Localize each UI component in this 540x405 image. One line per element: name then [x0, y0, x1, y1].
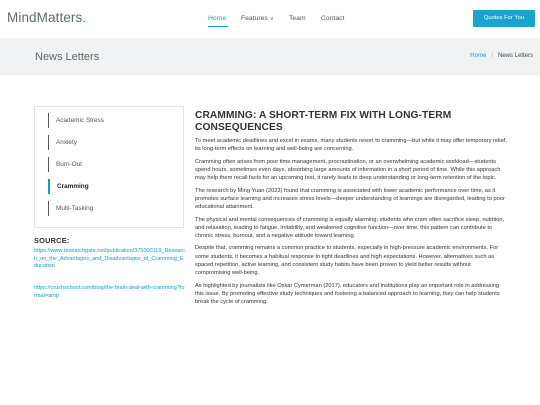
- page-title: News Letters: [35, 51, 100, 63]
- logo-text: MindMatters: [7, 10, 83, 25]
- main-nav: [0, 15, 540, 27]
- source-link-researchgate[interactable]: https://www.researchgate.net/publication/375000119_Research_on_the_Advantages_and_Disadvantages_of_Cramming_Education: [34, 248, 185, 270]
- breadcrumb-current: News Letters: [497, 53, 533, 59]
- nav-features-label: Features: [241, 15, 268, 22]
- nav-active-underline: [208, 26, 228, 27]
- sidebar-item-academic-stress[interactable]: Academic Stress: [48, 113, 104, 128]
- top-navbar: [0, 0, 540, 38]
- chevron-down-icon: ∨: [269, 16, 274, 22]
- sidebar-item-anxiety[interactable]: Anxiety: [48, 135, 77, 150]
- article-paragraph: Despite that, cramming remains a common practice to students, especially in high-pressure academic environments. For some students, it becomes a habitual response to tight deadlines and high expectations. However, alternatives such as spaced repetition, active learning, and consistent study habits have been proven to yield better results without compromising well-being.: [195, 245, 499, 277]
- article-title: CRAMMING: A SHORT-TERM FIX WITH LONG-TERM CONSEQUENCES: [195, 110, 452, 133]
- article-paragraph: Cramming often arises from poor time management, procrastination, or an overwhelming academic workload—students spend hours, sometimes even days, absorbing large amounts of information in a short period of time. While this approach may help them recall facts for an upcoming test, it rarely leads to deep understanding or long-term retention of the topic.: [195, 158, 501, 182]
- article-content: [195, 110, 507, 306]
- logo-dot: .: [82, 10, 87, 25]
- nav-home[interactable]: Home: [208, 15, 227, 22]
- sidebar-item-burn-out[interactable]: Burn-Out: [48, 157, 82, 172]
- nav-contact[interactable]: Contact: [321, 15, 345, 22]
- article-paragraph: To meet academic deadlines and excel in exams, many students resort to cramming—but while it may offer temporary relief, its long-term effects on learning and well-being are concerning.: [195, 138, 507, 153]
- breadcrumb-home-link[interactable]: Home: [470, 53, 487, 59]
- sidebar-item-multi-tasking[interactable]: Multi-Tasking: [48, 201, 93, 216]
- breadcrumb-separator: /: [491, 53, 493, 59]
- topic-sidebar: [34, 106, 184, 228]
- source-link-crushschool[interactable]: https://crushschool.com/blog/the-brain-deal-with-cramming?format=amp: [34, 285, 185, 299]
- nav-team[interactable]: Team: [289, 15, 306, 22]
- sidebar-item-cramming[interactable]: Cramming: [48, 179, 89, 194]
- article-paragraph: As highlighted by journalists like Oskar Cymerman (2017), educators and institutions play an important role in addressing this issue. By promoting effective study techniques and fostering a balanced approach to learning, they can help students break the cycle of cramming.: [195, 282, 500, 305]
- page-banner: [0, 38, 540, 75]
- quotes-button[interactable]: Quotes For You: [473, 10, 535, 27]
- breadcrumb: [470, 53, 533, 59]
- article-paragraph: The physical and mental consequences of cramming is equally alarming; students who cram often sacrifice sleep, nutrition, and relaxation, leading to fatigue, irritability, and weakened cognitive function—over time, this pattern can contribute to chronic stress, burnout, and a negative attitude toward learning.: [195, 216, 505, 239]
- nav-features[interactable]: [241, 15, 274, 23]
- article-paragraph: The research by Ming Yuan (2023) found that cramming is associated with lower academic performance over time, as it promotes surface learning and increases stress levels—deeper understanding of learnings are disregarded, leading to poor educational attainment.: [195, 187, 505, 211]
- source-heading: SOURCE:: [34, 236, 70, 245]
